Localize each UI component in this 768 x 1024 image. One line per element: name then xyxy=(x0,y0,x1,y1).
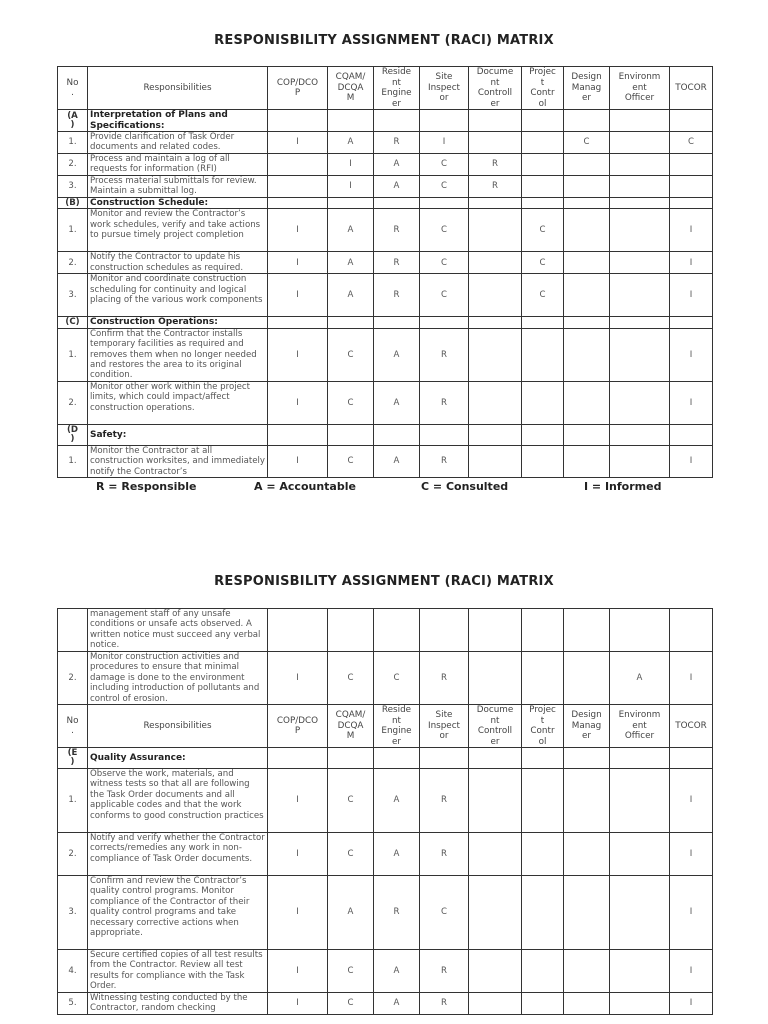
raci-cell xyxy=(564,652,610,705)
raci-cell xyxy=(522,748,564,769)
raci-cell xyxy=(522,328,564,381)
legend-responsible: R = Responsible xyxy=(96,480,197,493)
raci-table-page-1 xyxy=(57,66,713,478)
responsibility-text: Provide clarification of Task Order documents and related codes. xyxy=(88,132,268,154)
raci-cell xyxy=(469,833,522,876)
row-number: 2. xyxy=(58,381,88,424)
raci-cell xyxy=(374,197,420,209)
raci-cell: A xyxy=(328,252,374,274)
responsibility-text: Observe the work, materials, and witness tests so that all are following the Task Order documents and all applicable codes and that the work conforms to good construction practices xyxy=(88,769,268,833)
row-number: 1. xyxy=(58,132,88,154)
raci-cell: I xyxy=(328,154,374,176)
raci-cell xyxy=(610,609,670,652)
raci-cell xyxy=(374,317,420,329)
raci-cell: C xyxy=(420,876,469,950)
header-role: TOCOR xyxy=(670,67,713,110)
table-row xyxy=(58,876,713,950)
table-row xyxy=(58,175,713,197)
raci-cell xyxy=(610,748,670,769)
row-number: 3. xyxy=(58,274,88,317)
raci-cell xyxy=(610,154,670,176)
raci-cell: I xyxy=(670,381,713,424)
raci-cell xyxy=(469,876,522,950)
row-number: 3. xyxy=(58,876,88,950)
page-2-title: RESPONISBILITY ASSIGNMENT (RACI) MATRIX xyxy=(214,574,554,589)
raci-cell xyxy=(564,950,610,993)
row-number xyxy=(58,609,88,652)
row-number: 1. xyxy=(58,328,88,381)
raci-cell: R xyxy=(420,993,469,1015)
raci-cell xyxy=(610,209,670,252)
raci-cell xyxy=(610,132,670,154)
raci-cell: R xyxy=(420,328,469,381)
raci-cell: I xyxy=(670,209,713,252)
raci-cell xyxy=(420,748,469,769)
table-row xyxy=(58,132,713,154)
raci-cell: I xyxy=(670,652,713,705)
raci-cell xyxy=(670,424,713,445)
row-number: 2. xyxy=(58,652,88,705)
raci-cell xyxy=(469,132,522,154)
raci-cell: R xyxy=(374,209,420,252)
responsibility-text: Witnessing testing conducted by the Contractor, random checking xyxy=(88,993,268,1015)
header-role: Site Inspect or xyxy=(420,67,469,110)
raci-cell: R xyxy=(420,381,469,424)
raci-cell xyxy=(522,833,564,876)
raci-cell xyxy=(564,274,610,317)
raci-cell xyxy=(564,381,610,424)
raci-cell: A xyxy=(374,769,420,833)
responsibility-text: Process material submittals for review. Maintain a submittal log. xyxy=(88,175,268,197)
raci-cell: C xyxy=(328,769,374,833)
raci-cell: I xyxy=(268,769,328,833)
row-number: 1. xyxy=(58,445,88,477)
raci-cell xyxy=(469,950,522,993)
raci-cell xyxy=(610,381,670,424)
raci-cell: C xyxy=(328,993,374,1015)
table-row xyxy=(58,252,713,274)
raci-cell xyxy=(670,154,713,176)
raci-cell xyxy=(522,445,564,477)
raci-cell: C xyxy=(374,652,420,705)
raci-cell xyxy=(469,609,522,652)
responsibility-text: Notify the Contractor to update his construction schedules as required. xyxy=(88,252,268,274)
page-1-title: RESPONISBILITY ASSIGNMENT (RACI) MATRIX xyxy=(214,33,554,48)
section-title: Interpretation of Plans and Specifications: xyxy=(88,110,268,132)
raci-cell xyxy=(420,317,469,329)
raci-table-page-2 xyxy=(57,608,713,1015)
header-role: CQAM/ DCQA M xyxy=(328,705,374,748)
raci-cell: C xyxy=(328,950,374,993)
raci-cell: I xyxy=(420,132,469,154)
raci-cell xyxy=(469,652,522,705)
responsibility-text: Confirm and review the Contractor’s quality control programs. Monitor compliance of the Contractor of their quality control programs and take necessary corrective actions when appropriate. xyxy=(88,876,268,950)
raci-cell: R xyxy=(420,445,469,477)
raci-cell: I xyxy=(670,769,713,833)
row-number: 1. xyxy=(58,209,88,252)
table-row xyxy=(58,274,713,317)
raci-cell xyxy=(670,317,713,329)
raci-cell: I xyxy=(268,381,328,424)
raci-cell xyxy=(420,424,469,445)
header-row xyxy=(58,67,713,110)
raci-cell: I xyxy=(268,833,328,876)
raci-cell: C xyxy=(522,252,564,274)
raci-cell: R xyxy=(469,154,522,176)
raci-cell: R xyxy=(420,950,469,993)
raci-cell: R xyxy=(420,833,469,876)
raci-cell xyxy=(610,876,670,950)
raci-cell xyxy=(564,769,610,833)
raci-cell: C xyxy=(420,175,469,197)
raci-cell: A xyxy=(374,175,420,197)
header-role: Site Inspect or xyxy=(420,705,469,748)
raci-cell: I xyxy=(670,833,713,876)
legend-consulted: C = Consulted xyxy=(421,480,509,493)
raci-cell: C xyxy=(420,274,469,317)
responsibility-text: Process and maintain a log of all requests for information (RFI) xyxy=(88,154,268,176)
raci-cell xyxy=(564,110,610,132)
raci-cell: C xyxy=(328,381,374,424)
raci-cell xyxy=(469,328,522,381)
raci-cell xyxy=(564,252,610,274)
header-role: Design Manag er xyxy=(564,67,610,110)
raci-cell xyxy=(374,609,420,652)
table-row xyxy=(58,652,713,705)
raci-cell xyxy=(610,110,670,132)
raci-cell: I xyxy=(268,132,328,154)
header-role: Docume nt Controll er xyxy=(469,67,522,110)
raci-cell: I xyxy=(268,328,328,381)
raci-cell xyxy=(610,833,670,876)
raci-cell: A xyxy=(328,876,374,950)
row-number: (A ) xyxy=(58,110,88,132)
raci-cell xyxy=(268,748,328,769)
raci-cell xyxy=(469,110,522,132)
raci-cell: I xyxy=(670,950,713,993)
raci-cell xyxy=(328,424,374,445)
header-no: No . xyxy=(58,67,88,110)
row-number: 4. xyxy=(58,950,88,993)
section-row xyxy=(58,110,713,132)
row-number: (D ) xyxy=(58,424,88,445)
raci-cell xyxy=(469,317,522,329)
raci-cell xyxy=(328,317,374,329)
raci-cell xyxy=(564,209,610,252)
raci-cell xyxy=(564,154,610,176)
raci-cell xyxy=(610,993,670,1015)
raci-cell: I xyxy=(268,274,328,317)
raci-cell xyxy=(522,317,564,329)
raci-cell: A xyxy=(374,993,420,1015)
raci-cell: C xyxy=(670,132,713,154)
row-number: 5. xyxy=(58,993,88,1015)
section-row xyxy=(58,424,713,445)
section-title: Construction Operations: xyxy=(88,317,268,329)
raci-cell xyxy=(328,197,374,209)
raci-cell xyxy=(469,197,522,209)
table-row xyxy=(58,833,713,876)
raci-cell xyxy=(610,252,670,274)
raci-cell xyxy=(522,197,564,209)
raci-cell xyxy=(610,274,670,317)
raci-cell xyxy=(610,197,670,209)
raci-cell xyxy=(564,445,610,477)
raci-cell xyxy=(268,175,328,197)
raci-cell xyxy=(522,110,564,132)
header-row xyxy=(58,705,713,748)
raci-cell: I xyxy=(268,993,328,1015)
raci-cell xyxy=(610,445,670,477)
raci-cell xyxy=(374,748,420,769)
raci-cell: R xyxy=(374,876,420,950)
row-number: 2. xyxy=(58,154,88,176)
header-role: Reside nt Engine er xyxy=(374,67,420,110)
raci-cell xyxy=(469,769,522,833)
header-role: Projec t Contr ol xyxy=(522,705,564,748)
responsibility-text: Notify and verify whether the Contractor corrects/remedies any work in non- compliance of Task Order documents. xyxy=(88,833,268,876)
responsibility-text: Monitor the Contractor at all construction worksites, and immediately notify the Contractor’s xyxy=(88,445,268,477)
header-role: Projec t Contr ol xyxy=(522,67,564,110)
responsibility-text: Monitor and coordinate construction scheduling for continuity and logical placing of the various work components xyxy=(88,274,268,317)
header-role: COP/DCO P xyxy=(268,67,328,110)
raci-cell xyxy=(420,197,469,209)
table-row xyxy=(58,381,713,424)
raci-cell xyxy=(670,197,713,209)
raci-cell xyxy=(670,175,713,197)
row-number: 2. xyxy=(58,833,88,876)
header-role: CQAM/ DCQA M xyxy=(328,67,374,110)
row-number: (B) xyxy=(58,197,88,209)
raci-cell xyxy=(564,876,610,950)
raci-cell xyxy=(469,209,522,252)
raci-cell xyxy=(522,652,564,705)
responsibility-text: Confirm that the Contractor installs temporary facilities as required and removes them when no longer needed and restores the area to its original condition. xyxy=(88,328,268,381)
raci-cell: I xyxy=(268,209,328,252)
raci-cell xyxy=(328,609,374,652)
raci-cell: A xyxy=(374,445,420,477)
raci-cell xyxy=(564,197,610,209)
raci-cell xyxy=(564,328,610,381)
table-row xyxy=(58,328,713,381)
raci-cell: C xyxy=(328,833,374,876)
raci-cell xyxy=(420,609,469,652)
raci-cell xyxy=(268,609,328,652)
raci-cell xyxy=(564,317,610,329)
raci-cell xyxy=(522,950,564,993)
raci-cell: I xyxy=(268,445,328,477)
raci-cell xyxy=(610,317,670,329)
raci-cell: I xyxy=(670,993,713,1015)
raci-cell xyxy=(268,110,328,132)
raci-cell: R xyxy=(420,652,469,705)
raci-cell xyxy=(522,769,564,833)
table-row xyxy=(58,993,713,1015)
header-no: No . xyxy=(58,705,88,748)
header-role: COP/DCO P xyxy=(268,705,328,748)
raci-cell xyxy=(610,424,670,445)
raci-cell xyxy=(610,950,670,993)
raci-cell: A xyxy=(328,209,374,252)
raci-cell xyxy=(564,748,610,769)
raci-cell: I xyxy=(670,445,713,477)
raci-cell xyxy=(374,424,420,445)
responsibility-text: Monitor and review the Contractor’s work schedules, verify and take actions to pursue timely project completion xyxy=(88,209,268,252)
raci-cell: I xyxy=(670,876,713,950)
raci-cell: I xyxy=(268,652,328,705)
raci-cell xyxy=(328,110,374,132)
raci-cell: C xyxy=(522,209,564,252)
raci-cell xyxy=(469,445,522,477)
raci-cell: I xyxy=(670,328,713,381)
section-title: Construction Schedule: xyxy=(88,197,268,209)
raci-cell xyxy=(469,274,522,317)
row-number: 2. xyxy=(58,252,88,274)
raci-cell: A xyxy=(328,132,374,154)
raci-cell xyxy=(268,424,328,445)
raci-cell xyxy=(420,110,469,132)
raci-cell xyxy=(268,154,328,176)
raci-cell: A xyxy=(610,652,670,705)
raci-cell xyxy=(469,424,522,445)
raci-cell xyxy=(670,609,713,652)
raci-cell xyxy=(522,424,564,445)
raci-cell: R xyxy=(374,132,420,154)
raci-cell: R xyxy=(374,274,420,317)
row-number: 3. xyxy=(58,175,88,197)
raci-cell: C xyxy=(564,132,610,154)
raci-cell xyxy=(610,328,670,381)
raci-cell: C xyxy=(420,252,469,274)
raci-cell xyxy=(564,993,610,1015)
raci-cell: A xyxy=(374,381,420,424)
raci-cell: A xyxy=(374,833,420,876)
header-responsibilities: Responsibilities xyxy=(88,67,268,110)
responsibility-text: Secure certified copies of all test results from the Contractor. Review all test results for compliance with the Task Order. xyxy=(88,950,268,993)
row-number: 1. xyxy=(58,769,88,833)
raci-cell xyxy=(522,993,564,1015)
raci-cell xyxy=(670,748,713,769)
raci-cell: C xyxy=(522,274,564,317)
raci-cell xyxy=(610,175,670,197)
raci-cell xyxy=(522,876,564,950)
raci-cell: I xyxy=(268,876,328,950)
section-row xyxy=(58,197,713,209)
raci-cell xyxy=(564,833,610,876)
raci-cell: R xyxy=(469,175,522,197)
header-role: Reside nt Engine er xyxy=(374,705,420,748)
raci-cell xyxy=(522,175,564,197)
raci-cell xyxy=(268,317,328,329)
raci-cell: R xyxy=(420,769,469,833)
section-row xyxy=(58,748,713,769)
raci-cell xyxy=(610,769,670,833)
raci-cell xyxy=(469,252,522,274)
raci-cell: I xyxy=(268,950,328,993)
raci-cell xyxy=(564,424,610,445)
header-responsibilities: Responsibilities xyxy=(88,705,268,748)
header-role: Design Manag er xyxy=(564,705,610,748)
header-role: Environm ent Officer xyxy=(610,705,670,748)
raci-cell xyxy=(522,381,564,424)
raci-cell: C xyxy=(328,652,374,705)
responsibility-text: Monitor construction activities and procedures to ensure that minimal damage is done to the environment including introduction of pollutants and control of erosion. xyxy=(88,652,268,705)
raci-cell: C xyxy=(420,209,469,252)
raci-cell: C xyxy=(328,445,374,477)
raci-cell: R xyxy=(374,252,420,274)
raci-cell xyxy=(522,154,564,176)
table-row xyxy=(58,769,713,833)
legend-accountable: A = Accountable xyxy=(254,480,356,493)
raci-cell xyxy=(469,748,522,769)
raci-cell xyxy=(522,132,564,154)
raci-cell: I xyxy=(670,252,713,274)
table-row xyxy=(58,209,713,252)
responsibility-text: Monitor other work within the project limits, which could impact/affect construction operations. xyxy=(88,381,268,424)
raci-cell xyxy=(564,609,610,652)
raci-cell: A xyxy=(374,950,420,993)
raci-cell xyxy=(564,175,610,197)
raci-cell xyxy=(670,110,713,132)
table-row xyxy=(58,154,713,176)
raci-cell xyxy=(469,993,522,1015)
header-role: Environm ent Officer xyxy=(610,67,670,110)
legend-informed: I = Informed xyxy=(584,480,662,493)
responsibility-text: management staff of any unsafe conditions or unsafe acts observed. A written notice must succeed any verbal notice. xyxy=(88,609,268,652)
header-role: TOCOR xyxy=(670,705,713,748)
section-row xyxy=(58,317,713,329)
row-number: (C) xyxy=(58,317,88,329)
raci-cell: I xyxy=(328,175,374,197)
table-row xyxy=(58,445,713,477)
raci-cell: C xyxy=(328,328,374,381)
table-row xyxy=(58,609,713,652)
table-row xyxy=(58,950,713,993)
section-title: Quality Assurance: xyxy=(88,748,268,769)
section-title: Safety: xyxy=(88,424,268,445)
raci-cell xyxy=(469,381,522,424)
raci-cell: I xyxy=(670,274,713,317)
raci-cell xyxy=(268,197,328,209)
header-role: Docume nt Controll er xyxy=(469,705,522,748)
raci-cell: A xyxy=(374,154,420,176)
raci-cell xyxy=(522,609,564,652)
raci-cell: I xyxy=(268,252,328,274)
row-number: (E ) xyxy=(58,748,88,769)
raci-cell: A xyxy=(374,328,420,381)
raci-cell: A xyxy=(328,274,374,317)
raci-cell xyxy=(328,748,374,769)
raci-cell xyxy=(374,110,420,132)
raci-cell: C xyxy=(420,154,469,176)
